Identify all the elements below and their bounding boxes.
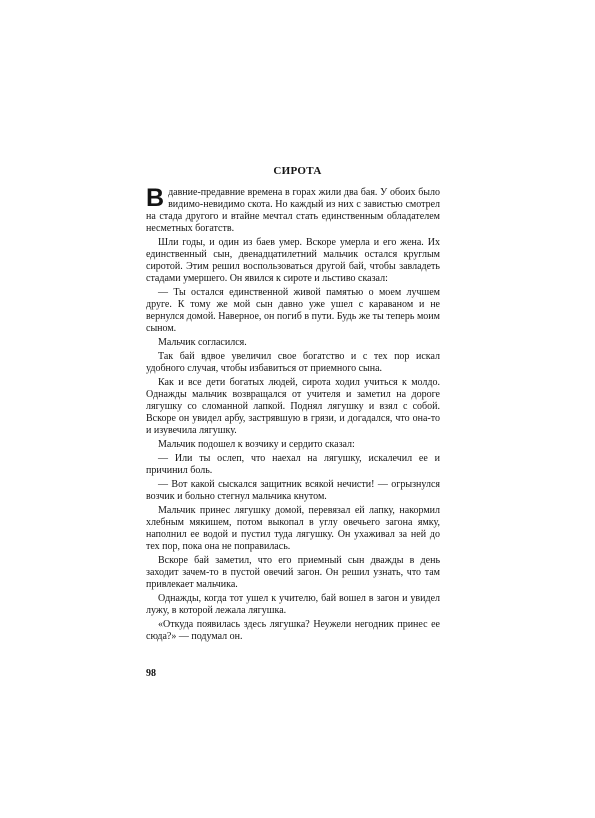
paragraph: — Вот какой сыскался защитник всякой нечисти! — огрызнулся возчик и больно стегнул мальчика кнутом. [146,479,440,502]
paragraph: Как и все дети богатых людей, сирота ходил учиться к молдо. Однажды мальчик возвращался от учителя и заметил на дороге лягушку со сломанной лапкой. Поднял лягушку и взял с собой. Вскоре он увидел арбу, застрявшую в грязи, и догадался, что она-то и изувечила лягушку. [146,377,440,436]
page-number: 98 [146,668,156,679]
paragraph: «Откуда появилась здесь лягушка? Неужели негодник принес ее сюда?» — подумал он. [146,619,440,642]
paragraph: Шли годы, и один из баев умер. Вскоре умерла и его жена. Их единственный сын, двенадцатилетний мальчик остался круглым сиротой. Этим решил воспользоваться другой бай, чтобы завладеть стадами умершего. Он явился к сироте и льстиво сказал: [146,237,440,284]
paragraph: Мальчик принес лягушку домой, перевязал ей лапку, накормил хлебным мякишем, потом выкопал в углу овечьего загона ямку, наполнил ее водой и пустил туда лягушку. Он ухаживал за ней до тех пор, пока она не поправилась. [146,505,440,552]
story-body [146,184,440,645]
paragraph: — Или ты ослеп, что наехал на лягушку, искалечил ее и причинил боль. [146,453,440,476]
paragraph: Так бай вдвое увеличил свое богатство и с тех пор искал удобного случая, чтобы избавиться от приемного сына. [146,351,440,374]
paragraph: Вскоре бай заметил, что его приемный сын дважды в день заходит зачем-то в пустой овечий загон. Он решил узнать, что там привлекает мальчика. [146,555,440,590]
story-title: СИРОТА [273,165,322,177]
paragraph-text: давние-предавние времена в горах жили два бая. У обоих было видимо-невидимо скота. Но каждый из них с завистью смотрел на стада другого и втайне мечтал стать единственным обладателем несметных богатств. [146,187,440,234]
paragraph: Мальчик согласился. [158,337,247,348]
drop-cap: В [146,184,165,212]
paragraph: Мальчик подошел к возчику и сердито сказал: [158,439,355,450]
paragraph: — Ты остался единственной живой памятью о моем лучшем друге. К тому же мой сын давно уже ушел с караваном и не вернулся домой. Наверное, он погиб в пути. Будь же ты теперь моим сыном. [146,287,440,334]
paragraph: Однажды, когда тот ушел к учителю, бай вошел в загон и увидел лужу, в которой лежала лягушка. [146,593,440,616]
paragraph [146,184,440,235]
